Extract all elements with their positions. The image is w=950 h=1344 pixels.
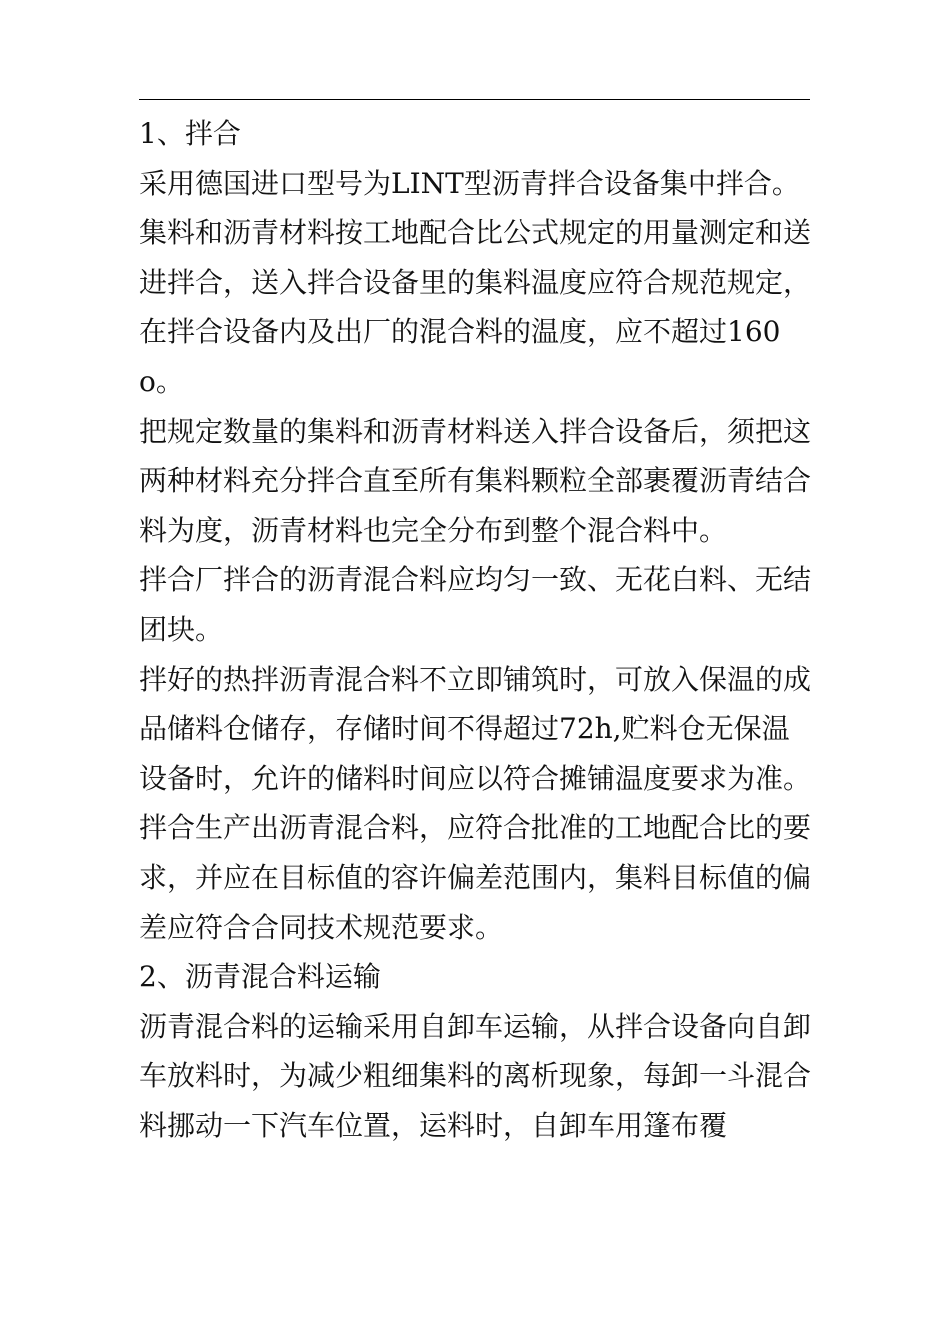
paragraph-storage: 拌好的热拌沥青混合料不立即铺筑时，可放入保温的成品储料仓储存，存储时间不得超过72h,贮料仓无保温设备时，允许的储料时间应以符合摊铺温度要求为准。 [139, 662, 812, 795]
paragraph-uniformity: 拌合厂拌合的沥青混合料应均匀一致、无花白料、无结团块。 [139, 563, 812, 646]
paragraph-mix-design-compliance: 拌合生产出沥青混合料，应符合批准的工地配合比的要求，并应在目标值的容许偏差范围内，集料目标值的偏差应符合合同技术规范要求。 [139, 811, 812, 944]
section-heading-mixing: 1、拌合 [139, 117, 241, 150]
paragraph-aggregate-temperature: 集料和沥青材料按工地配合比公式规定的用量测定和送进拌合，送入拌合设备里的集料温度应符合规范规定，在拌合设备内及出厂的混合料的温度，应不超过160o。 [139, 216, 812, 398]
header-rule [139, 99, 810, 100]
section-heading-transport: 2、沥青混合料运输 [139, 960, 381, 994]
paragraph-equipment: 采用德国进口型号为LINT型沥青拌合设备集中拌合。 [139, 166, 800, 200]
paragraph-mixing-procedure: 把规定数量的集料和沥青材料送入拌合设备后，须把这两种材料充分拌合直至所有集料颗粒全部裹覆沥青结合料为度，沥青材料也完全分布到整个混合料中。 [139, 414, 812, 547]
document-body [139, 109, 811, 1150]
paragraph-transport: 沥青混合料的运输采用自卸车运输，从拌合设备向自卸车放料时，为减少粗细集料的离析现象，每卸一斗混合料挪动一下汽车位置，运料时，自卸车用篷布覆 [139, 1009, 812, 1142]
